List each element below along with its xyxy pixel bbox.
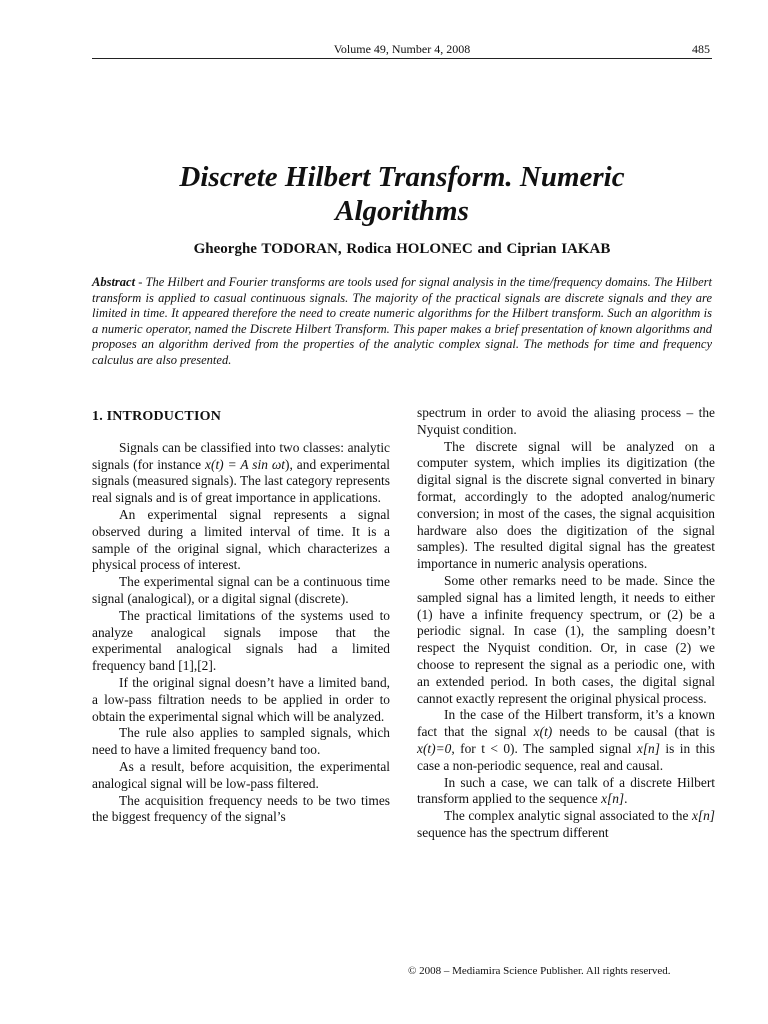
section-heading: 1. INTRODUCTION [92,409,222,424]
paper-title [92,160,712,228]
text-run: needs to be causal (that is [552,724,715,740]
text-run: ), and experimental signals (measured signals). The last category represents real signals and is of great importance in applications. [92,456,390,506]
paragraph: If the original signal doesn’t have a limited band, a low-pass filtration needs to be applied in order to obtain the experimental signal which will be analyzed. [92,674,390,724]
text-run: . [624,791,628,807]
abstract-text: - The Hilbert and Fourier transforms are tools used for signal analysis in the time/frequency domains. The Hilbert transform is applied to casual continuous signals. The majority of the practical signals are discrete signals and they are limited in time. It appeared therefore the need to create numeric algorithms for the Hilbert transform. Such an algorithm is a numeric operator, named the Discrete Hilbert Transform. This paper makes a brief presentation of known algorithms and proposes an algorithm derived from the properties of the analytic complex signal. The methods for time and frequency calculus are also presented. [92,275,712,367]
text-run: In the case of the Hilbert transform, it’s a known fact that the signal [417,707,715,740]
paragraph: The practical limitations of the systems used to analyze analogical signals impose that the experimental analogical signals had a limited frequency band [1],[2]. [92,607,390,674]
paragraph: The discrete signal will be analyzed on a computer system, which implies its digitization (the digital signal is the discrete signal converted in binary format, accordingly to the adopted analog/numeric conversion; in most of the cases, the signal acquisition hardware also does the digitization of the signal samples). The resulted digital signal has the greatest importance in numeric analysis operations. [417,438,715,572]
paragraph [92,440,390,507]
paragraph: spectrum in order to avoid the aliasing process – the Nyquist condition. [417,405,715,437]
variable: x[n] [636,740,660,756]
formula: x(t) = A sin ωt [205,456,286,472]
right-column [417,405,715,842]
left-column [92,405,390,826]
page-number: 485 [692,42,710,56]
author-list: Gheorghe TODORAN, Rodica HOLONEC and Ciprian IAKAB [193,241,611,257]
paragraph [417,775,715,809]
copyright-footer: © 2008 – Mediamira Science Publisher. All rights reserved. [408,965,671,977]
abstract-label: Abstract [92,275,136,289]
paper-title-line2: Algorithms [335,195,469,227]
text-run: is in this case a non-periodic sequence, real and causal. [417,740,715,773]
text-run: Signals can be classified into two classes: analytic signals (for instance [92,439,390,472]
paper-title-line1: Discrete Hilbert Transform. Numeric [179,161,625,193]
text-run: , for t < 0). The sampled signal [451,740,637,756]
paragraph: The acquisition frequency needs to be two times the biggest frequency of the signal’s [92,792,390,825]
variable: x[n] [601,791,625,807]
variable: x[n] [691,808,715,824]
text-run: The complex analytic signal associated to the [444,808,692,824]
running-header [92,42,712,59]
paragraph [417,707,715,774]
paragraph: The experimental signal can be a continuous time signal (analogical), or a digital signal (discrete). [92,574,390,606]
paragraph [417,808,715,842]
paragraph: An experimental signal represents a signal observed during a limited interval of time. It is a sample of the original signal, which characterizes a physical process of interest. [92,506,390,573]
paragraph: The rule also applies to sampled signals, which need to have a limited frequency band too. [92,725,390,758]
variable: x(t) [533,724,553,740]
journal-volume: Volume 49, Number 4, 2008 [333,42,471,56]
paragraph: As a result, before acquisition, the experimental analogical signal will be low-pass filtered. [92,758,390,791]
text-run: sequence has the spectrum different [417,824,609,840]
text-run: In such a case, we can talk of a discrete Hilbert transform applied to the sequence [417,774,715,807]
abstract [92,275,712,369]
paragraph: Some other remarks need to be made. Since the sampled signal has a limited length, it needs to either (1) have a infinite frequency spectrum, or (2) be a periodic signal. In case (1), the sampling doesn’t respect the Nyquist condition. Or, in case (2) we choose to represent the signal as a periodic one, with an extended period. In both cases, the digital signal cannot exactly represent the original physical process. [417,572,715,706]
variable: x(t)=0 [417,740,452,756]
